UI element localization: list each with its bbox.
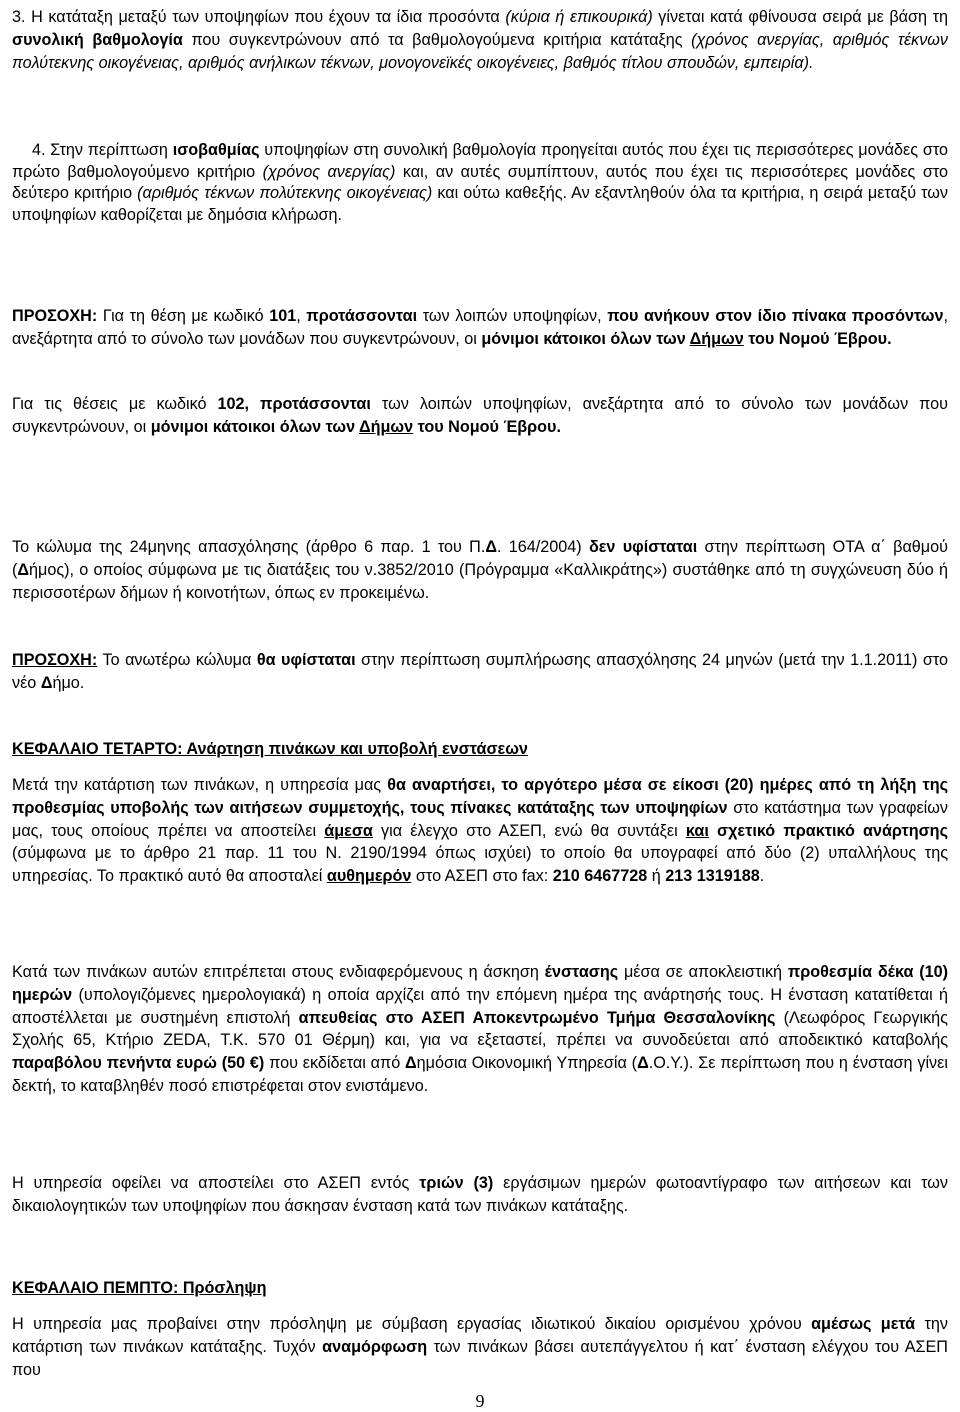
paragraph-attention-101: ΠΡΟΣΟΧΗ: Για τη θέση με κωδικό 101, προτάσσονται των λοιπών υποψηφίων, που ανήκουν στον ίδιο πίνακα προσόντων, ανεξάρτητα από το σύνολο των μονάδων που συγκεντρώνουν, οι μόνιμοι κάτοικοι όλων των Δήμων του Νομού Έβρου. xyxy=(12,307,948,348)
paragraph-attention-restriction: ΠΡΟΣΟΧΗ: Το ανωτέρω κώλυμα θα υφίσταται στην περίπτωση συμπλήρωσης απασχόλησης 24 μηνών (μετά την 1.1.2011) στο νέο Δήμο. xyxy=(12,651,948,692)
paragraph-tie-break: 4. Στην περίπτωση ισοβαθμίας υποψηφίων στη συνολική βαθμολογία προηγείται αυτός που έχει τις περισσότερες μονάδες στο πρώτο βαθμολογούμενο κριτήριο (χρόνος ανεργίας) και, αν αυτές συμπίπτουν, αυτός που έχει τις περισσότερες μονάδες στο δεύτερο κριτήριο (αριθμός τέκνων πολύτεκνης οικογένειας) και ούτω καθεξής. Αν εξαντληθούν όλα τα κριτήρια, η σειρά μεταξύ των υποψηφίων καθορίζεται με δημόσια κλήρωση. xyxy=(12,141,949,224)
paragraph-posting-tables: Μετά την κατάρτιση των πινάκων, η υπηρεσία μας θα αναρτήσει, το αργότερο μέσα σε είκοσι (20) ημέρες από τη λήξη της προθεσμίας υποβολής των αιτήσεων συμμετοχής, τους πίνακες κατάταξης των υποψηφίων στο κατάστημα των γραφείων μας, τους οποίους πρέπει να αποστείλει άμεσα για έλεγχο στο ΑΣΕΠ, ενώ θα συντάξει και σχετικό πρακτικό ανάρτησης (σύμφωνα με το άρθρο 21 παρ. 11 του Ν. 2190/1994 όπως ισχύει) το οποίο θα υπογραφεί από δύο (2) υπαλλήλους της υπηρεσίας. Το πρακτικό αυτό θα αποσταλεί αυθημερόν στο ΑΣΕΠ στο fax: 210 6467728 ή 213 1319188. xyxy=(12,776,949,886)
paragraph-employment-restriction: Το κώλυμα της 24μηνης απασχόλησης (άρθρο 6 παρ. 1 του Π.Δ. 164/2004) δεν υφίσταται στην περίπτωση ΟΤΑ α΄ βαθμού (Δήμος), ο οποίος σύμφωνα με τις διατάξεις του ν.3852/2010 (Πρόγραμμα «Καλλικράτης») συστάθηκε από τη συγχώνευση δύο ή περισσοτέρων δήμων ή κοινοτήτων, όπως εν προκειμένω. xyxy=(12,538,948,602)
paragraph-objections: Κατά των πινάκων αυτών επιτρέπεται στους ενδιαφερόμενους η άσκηση ένστασης μέσα σε αποκλειστική προθεσμία δέκα (10) ημερών (υπολογιζόμενες ημερολογιακά) η οποία αρχίζει από την επόμενη ημέρα της ανάρτησής τους. Η ένσταση κατατίθεται ή αποστέλλεται με συστημένη επιστολή απευθείας στο ΑΣΕΠ Αποκεντρωμένο Τμήμα Θεσσαλονίκης (Λεωφόρος Γεωργικής Σχολής 65, Κτήριο ZEDA, Τ.Κ. 570 01 Θέρμη) και, για να εξεταστεί, πρέπει να συνοδεύεται από αποδεικτικό καταβολής παραβόλου πενήντα ευρώ (50 €) που εκδίδεται από Δημόσια Οικονομική Υπηρεσία (Δ.Ο.Υ.). Σε περίπτωση που η ένσταση γίνει δεκτή, το καταβληθέν ποσό επιστρέφεται στον ενιστάμενο. xyxy=(12,963,948,1095)
paragraph-criteria-order: 3. Η κατάταξη μεταξύ των υποψηφίων που έχουν τα ίδια προσόντα (κύρια ή επικουρικά) γίνεται κατά φθίνουσα σειρά με βάση τη συνολική βαθμολογία που συγκεντρώνουν από τα βαθμολογούμενα κριτήρια κατάταξης (χρόνος ανεργίας, αριθμός τέκνων πολύτεκνης οικογένειας, αριθμός ανήλικων τέκνων, μονογονεϊκές οικογένειες, βαθμός τίτλου σπουδών, εμπειρία). xyxy=(12,8,948,72)
paragraph-attention-102: Για τις θέσεις με κωδικό 102, προτάσσονται των λοιπών υποψηφίων, ανεξάρτητα από το σύνολο των μονάδων που συγκεντρώνουν, οι μόνιμοι κάτοικοι όλων των Δήμων του Νομού Έβρου. xyxy=(12,395,948,436)
page-number: 9 xyxy=(475,1391,485,1411)
paragraph-hiring: Η υπηρεσία μας προβαίνει στην πρόσληψη με σύμβαση εργασίας ιδιωτικού δικαίου ορισμένου χρόνου αμέσως μετά την κατάρτιση των πινάκων κατάταξης. Τυχόν αναμόρφωση των πινάκων βάσει αυτεπάγγελτου ή κατ΄ ένσταση ελέγχου του ΑΣΕΠ που xyxy=(12,1315,948,1379)
paragraph-send-copies: Η υπηρεσία οφείλει να αποστείλει στο ΑΣΕΠ εντός τριών (3) εργάσιμων ημερών φωτοαντίγραφο των αιτήσεων και των δικαιολογητικών των υποψηφίων που άσκησαν ένσταση κατά των πινάκων κατάταξης. xyxy=(12,1174,949,1215)
chapter-five-heading: ΚΕΦΑΛΑΙΟ ΠΕΜΠΤΟ: Πρόσληψη xyxy=(12,1279,267,1297)
chapter-four-heading: ΚΕΦΑΛΑΙΟ ΤΕΤΑΡΤΟ: Ανάρτηση πινάκων και υποβολή ενστάσεων xyxy=(12,740,528,758)
